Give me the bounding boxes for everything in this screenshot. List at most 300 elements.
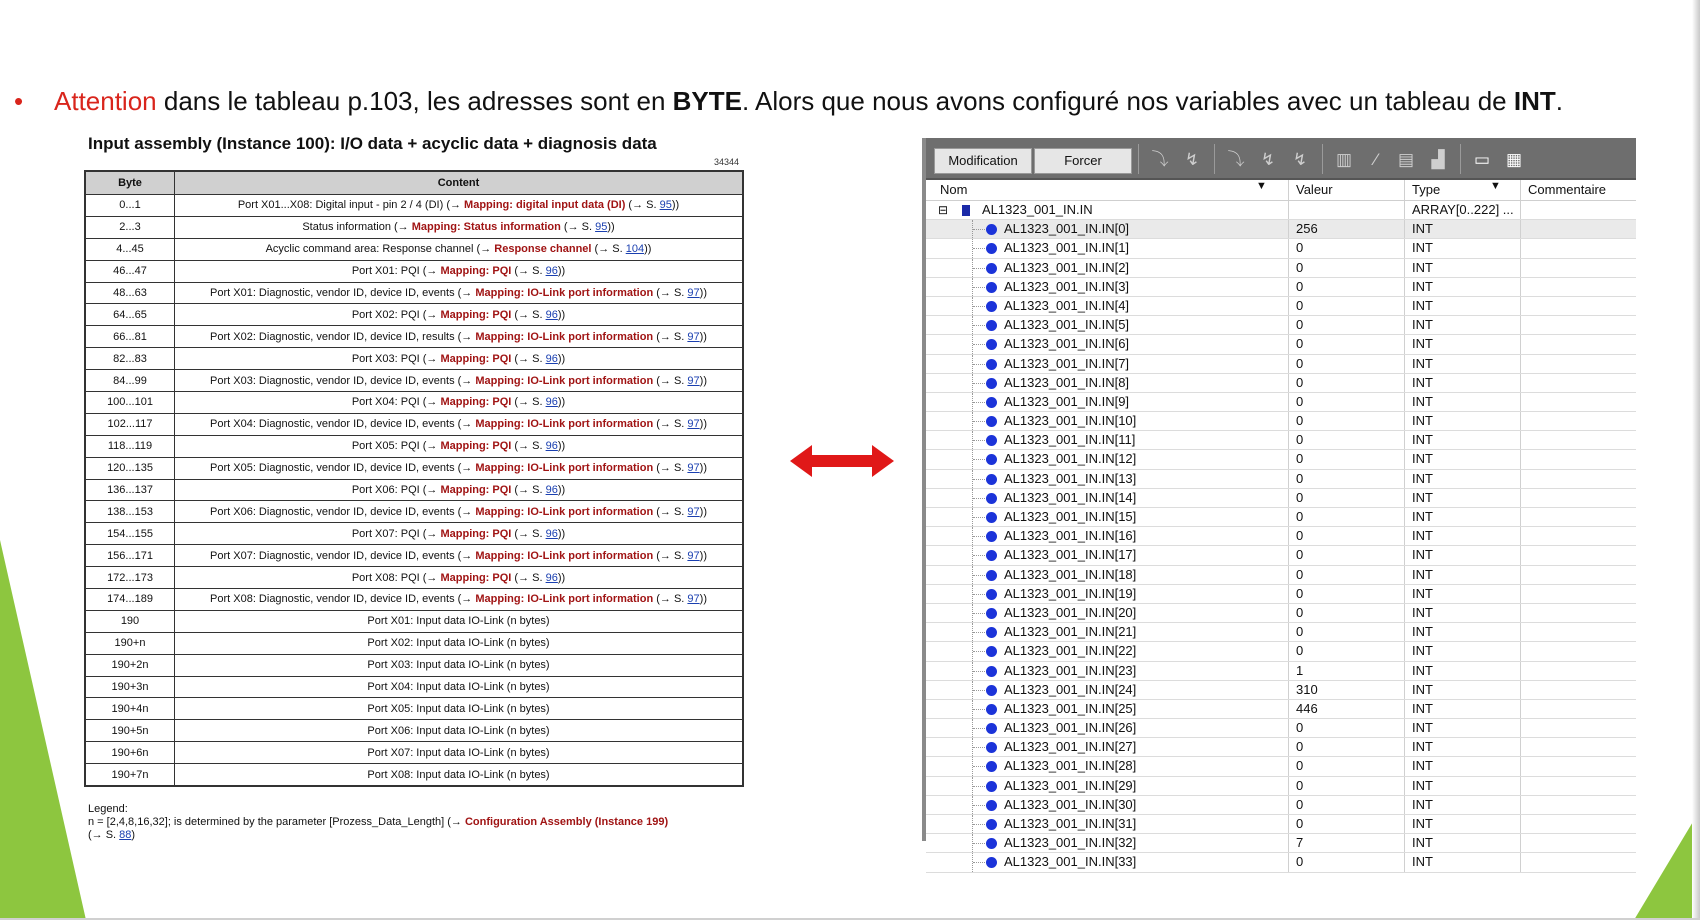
variable-name: AL1323_001_IN.IN[8] (1004, 374, 1130, 390)
variable-value[interactable]: 0 (1296, 470, 1304, 486)
table-row (85, 764, 743, 786)
doc-code: 34344 (714, 157, 740, 167)
column-divider (1404, 259, 1405, 277)
column-divider (1404, 738, 1405, 756)
byte-cell: 190+2n (85, 654, 175, 676)
variable-icon (986, 339, 997, 350)
tree-line (973, 613, 985, 614)
variable-name: AL1323_001_IN.IN[24] (1004, 681, 1137, 697)
variable-type: INT (1412, 720, 1433, 736)
variable-name: AL1323_001_IN.IN[18] (1004, 566, 1137, 582)
content-text: Port X08: Diagnostic, vendor ID, device ID, events (→ (210, 593, 476, 606)
column-divider (1288, 604, 1289, 622)
variable-icon (986, 282, 997, 293)
variable-name: AL1323_001_IN.IN[10] (1004, 413, 1137, 429)
doc-title: Input assembly (Instance 100): I/O data + acyclic data + diagnosis data (88, 134, 657, 153)
page-link[interactable]: 97 (687, 330, 700, 343)
variable-value[interactable]: 0 (1296, 432, 1304, 448)
mapping-link[interactable]: Mapping: PQI (440, 571, 512, 584)
column-divider (1520, 546, 1521, 564)
variable-icon (986, 224, 997, 235)
column-valeur[interactable]: Valeur (1296, 182, 1333, 197)
step-force-icon[interactable]: ↯ (1184, 150, 1200, 169)
variable-icon (986, 454, 997, 465)
variable-row[interactable] (926, 450, 1636, 469)
table-icon[interactable]: ▥ (1335, 150, 1353, 169)
content-text: Port X04: PQI (→ (351, 396, 441, 409)
page-link[interactable]: 97 (687, 549, 700, 562)
byte-cell: 190+7n (85, 764, 175, 786)
page-link[interactable]: 97 (687, 505, 700, 518)
variable-row[interactable] (926, 566, 1636, 585)
variable-value[interactable]: 0 (1296, 413, 1304, 429)
variable-row[interactable] (926, 297, 1636, 316)
step-icon[interactable]: ⤵ (1151, 150, 1169, 169)
variable-name: AL1323_001_IN.IN[16] (1004, 528, 1137, 544)
variable-row[interactable] (926, 623, 1636, 642)
variable-row[interactable] (926, 335, 1636, 354)
column-divider (1520, 642, 1521, 660)
column-divider (1520, 316, 1521, 334)
legend-text-2: (→ S. (88, 829, 120, 841)
column-divider (1520, 757, 1521, 775)
variable-row[interactable] (926, 489, 1636, 508)
column-divider (1520, 489, 1521, 507)
byte-cell: 4...45 (85, 238, 175, 260)
tree-line (973, 594, 985, 595)
content-text: (→ S. (653, 287, 688, 299)
column-divider (1288, 393, 1289, 411)
variable-value[interactable]: 7 (1296, 835, 1304, 851)
column-divider (1404, 220, 1405, 238)
variable-value[interactable]: 0 (1296, 451, 1304, 467)
byte-cell: 190+6n (85, 742, 175, 764)
table-row (85, 610, 743, 632)
variable-icon (986, 800, 997, 811)
column-divider (1404, 508, 1405, 526)
variable-type: INT (1412, 413, 1433, 429)
tree-line (973, 843, 985, 844)
monitor-icon[interactable]: ▭ (1473, 150, 1491, 169)
chevron-down-icon[interactable]: ▼ (1490, 180, 1501, 192)
content-text: )) (557, 571, 566, 584)
content-cell (175, 216, 744, 238)
toolbar-separator (1460, 144, 1461, 174)
variable-row[interactable] (926, 604, 1636, 623)
column-divider (1404, 853, 1405, 871)
column-divider (1404, 412, 1405, 430)
content-text: (→ S. (591, 243, 626, 256)
variable-icon (986, 243, 997, 254)
page-link[interactable]: 95 (595, 221, 608, 234)
column-divider (1520, 180, 1521, 200)
tree-line (973, 306, 985, 307)
variable-type: INT (1412, 624, 1433, 640)
bars-icon[interactable]: ▤ (1397, 150, 1415, 169)
mapping-link[interactable]: Mapping: PQI (440, 440, 512, 453)
column-divider (1288, 566, 1289, 584)
variable-name: AL1323_001_IN.IN[4] (1004, 297, 1130, 313)
pen-icon[interactable]: ⁄ (1374, 150, 1378, 169)
watch-table-panel (922, 138, 1636, 870)
content-text: Port X04: Diagnostic, vendor ID, device ID, events (→ (210, 418, 476, 431)
content-text: )) (699, 374, 707, 387)
page-link[interactable]: 96 (545, 571, 558, 584)
variable-row[interactable] (926, 431, 1636, 450)
mapping-link[interactable]: Mapping: IO-Link port information (475, 330, 654, 343)
variable-type: INT (1412, 317, 1433, 333)
content-text: )) (607, 221, 615, 234)
variable-row[interactable] (926, 355, 1636, 374)
column-divider (1520, 623, 1521, 641)
mapping-link[interactable]: Response channel (494, 243, 592, 256)
content-cell (175, 238, 744, 260)
force-all-icon[interactable]: ↯ (1292, 150, 1308, 169)
column-divider (1404, 278, 1405, 296)
content-text: (→ S. (653, 505, 688, 518)
content-cell (175, 501, 744, 523)
content-text: (→ S. (511, 571, 546, 584)
content-text: )) (557, 265, 566, 278)
variable-name: AL1323_001_IN.IN[19] (1004, 585, 1137, 601)
mapping-link[interactable]: Mapping: IO-Link port information (475, 287, 654, 299)
variable-value[interactable]: 0 (1296, 758, 1304, 774)
variable-value[interactable]: 0 (1296, 777, 1304, 793)
step-force-icon[interactable]: ↯ (1260, 150, 1276, 169)
tree-line (973, 555, 985, 556)
tree-line (973, 728, 985, 729)
mapping-link[interactable]: Mapping: IO-Link port information (475, 505, 654, 518)
mapping-link[interactable]: Mapping: PQI (440, 484, 512, 497)
tree-line (973, 766, 985, 767)
variable-value[interactable]: 0 (1296, 489, 1304, 505)
variable-value[interactable]: 256 (1296, 221, 1318, 237)
tree-line (973, 862, 985, 863)
column-divider (1288, 431, 1289, 449)
page-link[interactable]: 96 (545, 308, 558, 321)
content-cell (175, 457, 744, 479)
variable-value[interactable]: 0 (1296, 566, 1304, 582)
table-row (85, 304, 743, 326)
page-link[interactable]: 97 (687, 287, 700, 299)
column-divider (1288, 239, 1289, 257)
column-divider (1404, 239, 1405, 257)
byte-cell: 120...135 (85, 457, 175, 479)
content-text: (→ S. (511, 484, 546, 497)
page-link[interactable]: 104 (625, 243, 645, 256)
column-divider (1288, 585, 1289, 603)
variable-value[interactable]: 0 (1296, 854, 1304, 870)
variable-row[interactable] (926, 700, 1636, 719)
table-row (85, 523, 743, 545)
content-text: )) (557, 396, 566, 409)
column-divider (1288, 220, 1289, 238)
table-row (85, 654, 743, 676)
variable-icon (986, 666, 997, 677)
variable-name: AL1323_001_IN.IN[15] (1004, 509, 1137, 524)
column-divider (1404, 180, 1405, 200)
variable-row[interactable] (926, 316, 1636, 335)
variable-name: AL1323_001_IN.IN[0] (1004, 221, 1130, 237)
column-divider (1288, 259, 1289, 277)
variable-value[interactable]: 0 (1296, 317, 1304, 333)
variable-row[interactable] (926, 834, 1636, 853)
variable-value[interactable]: 0 (1296, 739, 1304, 755)
mapping-link[interactable]: Mapping: IO-Link port information (475, 549, 654, 562)
variable-type: INT (1412, 509, 1433, 524)
mapping-link[interactable]: Mapping: IO-Link port information (475, 462, 654, 475)
variable-row[interactable] (926, 815, 1636, 834)
variable-name: AL1323_001_IN.IN[1] (1004, 240, 1130, 256)
variable-value[interactable]: 0 (1296, 336, 1304, 352)
variable-type: INT (1412, 547, 1433, 563)
variable-value[interactable]: 0 (1296, 796, 1304, 812)
column-divider (1288, 815, 1289, 833)
content-cell (175, 698, 744, 720)
variable-value[interactable]: 0 (1296, 547, 1304, 563)
content-cell (175, 392, 744, 414)
variable-name: AL1323_001_IN.IN[6] (1004, 336, 1130, 352)
byte-cell: 156...171 (85, 545, 175, 567)
content-text: Port X07: PQI (→ (351, 527, 441, 540)
column-divider (1520, 585, 1521, 603)
mapping-link[interactable]: Mapping: Status information (411, 221, 561, 234)
mapping-link[interactable]: Mapping: IO-Link port information (475, 593, 654, 606)
content-text: (→ S. (511, 308, 546, 321)
variable-type: INT (1412, 240, 1433, 256)
variable-icon (986, 570, 997, 581)
mapping-link[interactable]: Mapping: PQI (440, 308, 512, 321)
variable-row[interactable] (926, 853, 1636, 872)
content-cell (175, 523, 744, 545)
variable-name: AL1323_001_IN.IN[14] (1004, 489, 1137, 505)
column-divider (1288, 623, 1289, 641)
column-commentaire[interactable]: Commentaire (1528, 182, 1607, 197)
byte-cell: 190 (85, 610, 175, 632)
heading-text-1: dans le tableau p.103, les adresses sont en (156, 86, 673, 116)
page-link[interactable]: 96 (545, 527, 558, 540)
mapping-link[interactable]: Mapping: digital input data (DI) (464, 199, 626, 212)
column-divider (1288, 316, 1289, 334)
content-cell (175, 326, 744, 348)
variable-value[interactable]: 0 (1296, 355, 1304, 371)
table-header-row (85, 171, 743, 195)
mapping-link[interactable]: Mapping: PQI (440, 352, 512, 365)
variable-value[interactable]: 0 (1296, 393, 1304, 409)
variable-row[interactable] (926, 738, 1636, 757)
variable-name: AL1323_001_IN.IN[31] (1004, 816, 1137, 831)
table-row (85, 326, 743, 348)
mapping-link[interactable]: Mapping: PQI (440, 527, 512, 540)
variable-row[interactable] (926, 546, 1636, 565)
mapping-link[interactable]: Mapping: IO-Link port information (475, 418, 654, 431)
page-link[interactable]: 96 (545, 440, 558, 453)
signal-icon[interactable]: ▟ (1431, 150, 1445, 169)
column-divider (1404, 450, 1405, 468)
variable-value[interactable]: 0 (1296, 278, 1304, 294)
variable-type: INT (1412, 355, 1433, 371)
variable-value[interactable]: 0 (1296, 374, 1304, 390)
variable-value[interactable]: 1 (1296, 662, 1304, 678)
variable-value[interactable]: 0 (1296, 604, 1304, 620)
variable-type: INT (1412, 393, 1433, 409)
variable-name: AL1323_001_IN.IN[22] (1004, 643, 1137, 659)
variable-row[interactable] (926, 412, 1636, 431)
legend-page-link[interactable]: 88 (119, 829, 132, 841)
mapping-link[interactable]: Mapping: PQI (440, 396, 512, 409)
variable-value[interactable]: 0 (1296, 528, 1304, 544)
variable-value[interactable]: 0 (1296, 720, 1304, 736)
variable-grid (926, 180, 1636, 873)
variable-icon (986, 416, 997, 427)
content-text: Status information (→ (302, 221, 412, 234)
variable-value[interactable]: 0 (1296, 585, 1304, 601)
page-link[interactable]: 97 (687, 418, 700, 431)
byte-cell: 102...117 (85, 413, 175, 435)
variable-name: AL1323_001_IN.IN[3] (1004, 278, 1130, 294)
variable-row[interactable] (926, 239, 1636, 258)
heading-text-2: . Alors que nous avons configuré nos variables avec un tableau de (742, 86, 1514, 116)
variable-name: AL1323_001_IN.IN[7] (1004, 355, 1130, 371)
page-link[interactable]: 95 (659, 199, 672, 212)
variable-name: AL1323_001_IN.IN[2] (1004, 259, 1130, 275)
column-type[interactable]: Type (1412, 182, 1441, 197)
variable-row[interactable] (926, 374, 1636, 393)
variable-name: AL1323_001_IN.IN[28] (1004, 758, 1137, 774)
table-row (85, 589, 743, 611)
variable-row[interactable] (926, 278, 1636, 297)
variable-row[interactable] (926, 259, 1636, 278)
column-divider (1520, 355, 1521, 373)
tree-line (973, 536, 985, 537)
page-link[interactable]: 96 (545, 396, 558, 409)
content-text: (→ S. (511, 440, 546, 453)
content-text: )) (557, 440, 566, 453)
page-link[interactable]: 96 (545, 352, 558, 365)
content-cell (175, 720, 744, 742)
variable-row[interactable] (926, 681, 1636, 700)
collapse-icon[interactable]: ⊟ (938, 203, 949, 217)
column-divider (1404, 297, 1405, 315)
column-divider (1520, 719, 1521, 737)
column-divider (1404, 585, 1405, 603)
variable-value[interactable]: 0 (1296, 297, 1304, 313)
variable-row[interactable] (926, 757, 1636, 776)
variable-row[interactable] (926, 220, 1636, 239)
byte-cell: 190+5n (85, 720, 175, 742)
page-link[interactable]: 96 (545, 484, 558, 497)
column-divider (1404, 431, 1405, 449)
table-row (85, 370, 743, 392)
table-row (85, 348, 743, 370)
page-link[interactable]: 97 (687, 593, 700, 606)
content-text: )) (699, 593, 707, 606)
column-divider (1520, 508, 1521, 526)
array-icon (962, 205, 970, 216)
column-divider (1404, 777, 1405, 795)
column-divider (1404, 681, 1405, 699)
variable-row[interactable] (926, 470, 1636, 489)
forcer-button[interactable]: Forcer (1034, 148, 1132, 174)
variable-row[interactable] (926, 719, 1636, 738)
variable-name: AL1323_001_IN.IN[9] (1004, 393, 1130, 409)
content-text: (→ S. (653, 418, 688, 431)
content-text: (→ S. (653, 593, 688, 606)
variable-type: INT (1412, 739, 1433, 755)
attention-word: Attention (54, 86, 157, 116)
variable-row[interactable] (926, 642, 1636, 661)
variable-value[interactable]: 310 (1296, 681, 1318, 697)
variable-row[interactable] (926, 508, 1636, 527)
tree-line (973, 690, 985, 691)
column-divider (1520, 450, 1521, 468)
variable-icon (986, 531, 997, 542)
content-text: Port X02: Input data IO-Link (n bytes) (367, 637, 550, 650)
content-text: )) (699, 505, 707, 518)
mapping-link[interactable]: Mapping: IO-Link port information (475, 374, 654, 387)
content-cell (175, 632, 744, 654)
page-link[interactable]: 97 (687, 374, 700, 387)
input-assembly-table (84, 170, 744, 787)
column-divider (1288, 853, 1289, 871)
legend-mapping: Configuration Assembly (Instance 199) (464, 816, 669, 828)
variable-value[interactable]: 0 (1296, 643, 1304, 659)
variable-value[interactable]: 0 (1296, 816, 1304, 831)
grid-icon[interactable]: ▦ (1505, 150, 1523, 169)
table-row (85, 676, 743, 698)
chevron-down-icon[interactable]: ▼ (1256, 180, 1267, 192)
variable-value[interactable]: 446 (1296, 700, 1318, 716)
variable-row[interactable] (926, 527, 1636, 546)
content-text: Port X02: PQI (→ (351, 308, 441, 321)
column-divider (1404, 355, 1405, 373)
content-text: Port X06: Diagnostic, vendor ID, device ID, events (→ (210, 505, 476, 518)
mapping-link[interactable]: Mapping: PQI (440, 265, 512, 278)
variable-value[interactable]: 0 (1296, 509, 1304, 524)
variable-type: INT (1412, 432, 1433, 448)
variable-value[interactable]: 0 (1296, 240, 1304, 256)
variable-row[interactable] (926, 662, 1636, 681)
content-cell (175, 545, 744, 567)
column-divider (1288, 777, 1289, 795)
page-link[interactable]: 97 (687, 462, 700, 475)
variable-value[interactable]: 0 (1296, 259, 1304, 275)
page-link[interactable]: 96 (545, 265, 558, 278)
variable-row[interactable] (926, 585, 1636, 604)
variable-row[interactable] (926, 393, 1636, 412)
variable-row[interactable] (926, 796, 1636, 815)
column-nom[interactable]: Nom (940, 182, 968, 197)
byte-cell: 172...173 (85, 567, 175, 589)
byte-cell: 138...153 (85, 501, 175, 523)
table-row (85, 435, 743, 457)
column-divider (1520, 738, 1521, 756)
tree-line (973, 824, 985, 825)
variable-type: INT (1412, 796, 1433, 812)
variable-value[interactable]: 0 (1296, 624, 1304, 640)
content-text: )) (644, 243, 652, 256)
tree-line (973, 268, 985, 269)
variable-row[interactable] (926, 777, 1636, 796)
table-row (85, 698, 743, 720)
table-row (85, 720, 743, 742)
column-divider (1404, 719, 1405, 737)
byte-cell: 46...47 (85, 260, 175, 282)
column-divider (1404, 374, 1405, 392)
step-icon[interactable]: ⤵ (1227, 150, 1245, 169)
tree-root-row[interactable] (926, 201, 1636, 220)
modification-button[interactable]: Modification (934, 148, 1032, 174)
